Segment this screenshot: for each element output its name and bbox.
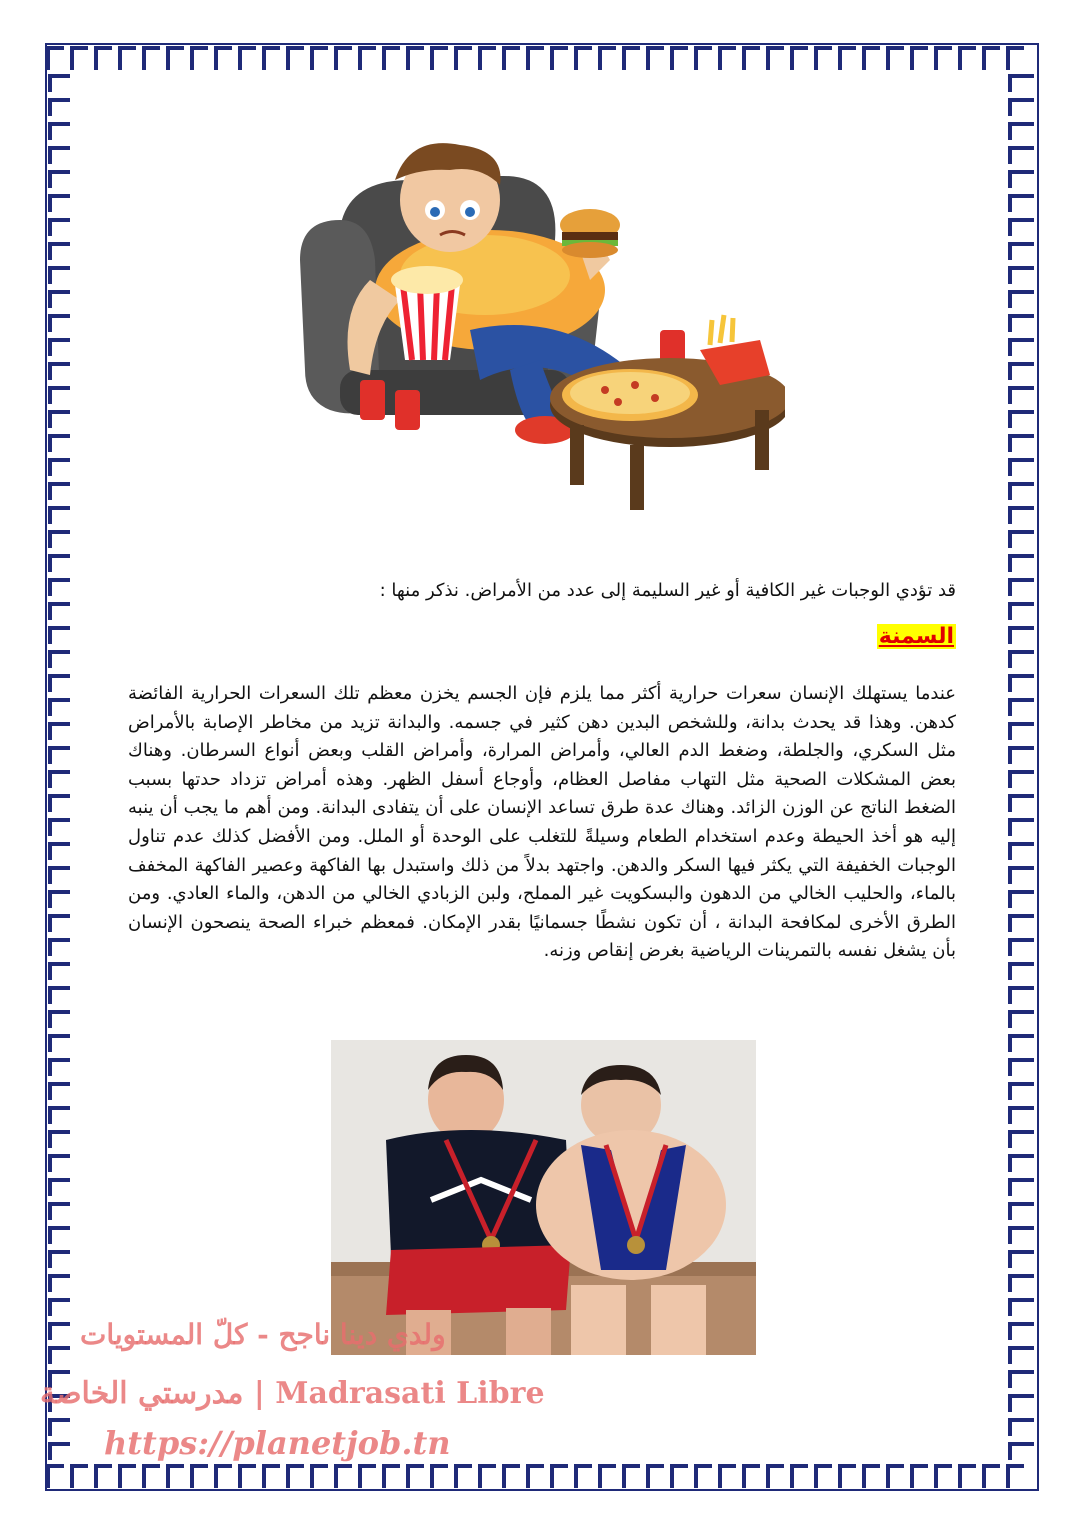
border-segment [432,1466,448,1488]
border-segment [1010,868,1034,884]
border-segment [1010,1180,1034,1196]
border-segment [50,820,70,836]
border-segment [1010,1348,1034,1364]
border-segment [1010,628,1034,644]
border-segment [576,48,592,70]
border-segment [96,1466,112,1488]
border-segment [50,916,70,932]
border-segment [1010,1036,1034,1052]
border-segment [912,48,928,70]
border-segment [864,1466,880,1488]
border-segment [50,268,70,284]
border-segment [648,1466,664,1488]
border-segment [1010,196,1034,212]
border-segment [50,892,70,908]
border-segment [1010,340,1034,356]
border-segment [1010,916,1034,932]
border-segment [288,1466,304,1488]
border-segment [960,1466,976,1488]
body-paragraph: عندما يستهلك الإنسان سعرات حرارية أكثر مما يلزم فإن الجسم يخزن معظم تلك السعرات الحرارية الفائضة كدهن. وهذا قد يحدث بدانة، وللشخص البدين دهن كثير في جسمه. والبدانة تزيد من مخاطر الإصابة بالأمراض مثل السكري، والجلطة، وضغط الدم العالي، وأمراض المرارة، وأمراض القلب وبعض أنواع السرطان. وهناك بعض المشكلات الصحية مثل التهاب مفاصل العظام، وأوجاع أسفل الظهر. وهذه أمراض تزداد حدتها بسبب الضغط الناتج عن الوزن الزائد. وهناك عدة طرق تساعد الإنسان على أن يتفادى البدانة. ومن أهم ما يجب أن ينبه إليه هو أخذ الحيطة وعدم استخدام الطعام وسيلةً للتغلب على الوحدة أو الملل. ومن الأفضل كذلك عدم تناول الوجبات الخفيفة التي يكثر فيها السكر والدهن. واجتهد بدلاً من ذلك واستبدل بها الفاكهة وعصير الفاكهة المخفف بالماء، والحليب الخالي من الدهون والبسكويت غير المملح، ولبن الزبادي الخالي من الدهن، والماء العادي. ومن الطرق الأخرى لمكافحة البدانة ، أن تكون نشطًا جسمانيًا بقدر الإمكان. فمعظم خبراء الصحة ينصحون الإنسان بأن يشغل نفسه بالتمرينات الرياضية بغرض إنقاص وزنه. [128,683,956,962]
border-segment [336,48,352,70]
border-segment [50,1252,70,1268]
border-segment [50,100,70,116]
border-segment [1010,844,1034,860]
border-segment [600,48,616,70]
border-segment [552,1466,568,1488]
border-segment [768,1466,784,1488]
border-segment [50,1084,70,1100]
border-segment [1010,724,1034,740]
border-segment [1010,484,1034,500]
border-segment [1010,292,1034,308]
border-segment [1010,124,1034,140]
section-title: السمنة [878,624,954,649]
border-segment [50,676,70,692]
border-segment [50,244,70,260]
border-segment [720,48,736,70]
border-segment [360,1466,376,1488]
border-segment [312,48,328,70]
border-segment [120,1466,136,1488]
border-segment [50,1060,70,1076]
border-segment [1010,772,1034,788]
border-segment [1010,316,1034,332]
border-segment [288,48,304,70]
border-segment [960,48,976,70]
border-segment [1010,436,1034,452]
border-segment [50,1156,70,1172]
children-photo [331,1040,756,1355]
border-segment [1010,748,1034,764]
border-segment [1010,1444,1034,1460]
border-segment [744,1466,760,1488]
border-segment [50,1444,70,1460]
border-segment [72,48,88,70]
border-segment [696,1466,712,1488]
border-segment [1010,532,1034,548]
cartoon-illustration [300,140,785,520]
border-segment [744,48,760,70]
border-segment [50,1204,70,1220]
border-segment [1010,676,1034,692]
border-segment [50,1324,70,1340]
border-segment [408,48,424,70]
border-segment [720,1466,736,1488]
border-segment [50,460,70,476]
border-segment [50,748,70,764]
border-segment [384,1466,400,1488]
border-segment [50,220,70,236]
border-segment [1010,244,1034,260]
border-segment [1010,268,1034,284]
border-segment [1010,1156,1034,1172]
border-segment [96,48,112,70]
border-segment [792,48,808,70]
border-segment [1010,580,1034,596]
border-segment [50,172,70,188]
border-segment [50,364,70,380]
border-segment [1008,1466,1024,1488]
border-segment [50,388,70,404]
border-segment [50,508,70,524]
border-segment [168,48,184,70]
border-segment [50,436,70,452]
border-segment [264,48,280,70]
border-segment [312,1466,328,1488]
border-segment [768,48,784,70]
border-segment [1010,148,1034,164]
border-segment [1010,1252,1034,1268]
border-segment [1010,388,1034,404]
watermark-line-1: ولدي دينا ناجح - كلّ المستويات [80,1318,446,1351]
border-segment [888,1466,904,1488]
border-segment [624,48,640,70]
border-segment [50,700,70,716]
border-segment [1010,76,1034,92]
border-segment [50,628,70,644]
border-segment [816,48,832,70]
border-segment [1010,460,1034,476]
border-segment [50,76,70,92]
border-segment [1010,1132,1034,1148]
border-segment [50,652,70,668]
border-segment [50,1108,70,1124]
border-segment [50,580,70,596]
border-segment [672,1466,688,1488]
border-segment [50,940,70,956]
border-segment [336,1466,352,1488]
border-segment [528,1466,544,1488]
border-segment [50,844,70,860]
border-segment [1010,1012,1034,1028]
border-segment [1010,820,1034,836]
border-segment [1010,1108,1034,1124]
border-segment [504,48,520,70]
border-segment [1010,100,1034,116]
border-segment [1010,1324,1034,1340]
border-segment [912,1466,928,1488]
border-segment [504,1466,520,1488]
border-segment [240,48,256,70]
border-segment [50,772,70,788]
border-segment [50,868,70,884]
border-segment [456,48,472,70]
border-segment [696,48,712,70]
border-segment [1010,556,1034,572]
border-segment [1010,1396,1034,1412]
border-segment [1010,604,1034,620]
watermark-url: https://planetjob.tn [104,1424,451,1462]
border-segment [48,1466,64,1488]
border-segment [48,48,64,70]
border-segment [240,1466,256,1488]
border-segment [144,1466,160,1488]
border-segment [1010,1084,1034,1100]
border-segment [936,48,952,70]
border-segment [144,48,160,70]
border-segment [1010,940,1034,956]
border-segment [408,1466,424,1488]
border-segment [216,48,232,70]
border-segment [816,1466,832,1488]
border-segment [50,1420,70,1436]
border-segment [1010,1300,1034,1316]
border-segment [120,48,136,70]
border-segment [50,1276,70,1292]
border-segment [552,48,568,70]
border-segment [50,196,70,212]
border-segment [528,48,544,70]
border-segment [456,1466,472,1488]
border-segment [936,1466,952,1488]
border-segment [50,796,70,812]
border-segment [72,1466,88,1488]
border-segment [1010,700,1034,716]
border-segment [50,484,70,500]
border-segment [50,1228,70,1244]
border-segment [50,1180,70,1196]
border-segment [50,292,70,308]
border-segment [1010,172,1034,188]
border-segment [432,48,448,70]
border-segment [50,1132,70,1148]
border-segment [50,604,70,620]
border-segment [984,1466,1000,1488]
border-segment [384,48,400,70]
border-segment [50,556,70,572]
border-segment [1010,964,1034,980]
border-segment [50,316,70,332]
border-segment [624,1466,640,1488]
border-segment [480,48,496,70]
border-segment [840,1466,856,1488]
border-segment [50,1036,70,1052]
border-segment [1010,1372,1034,1388]
border-segment [792,1466,808,1488]
border-segment [1010,796,1034,812]
border-segment [984,48,1000,70]
border-segment [50,1300,70,1316]
border-segment [1010,1204,1034,1220]
border-segment [50,148,70,164]
border-segment [1010,1228,1034,1244]
border-segment [1010,412,1034,428]
border-segment [50,124,70,140]
border-segment [1008,48,1024,70]
border-segment [600,1466,616,1488]
border-segment [1010,1420,1034,1436]
border-segment [1010,364,1034,380]
border-segment [1010,508,1034,524]
border-segment [50,988,70,1004]
border-segment [50,412,70,428]
border-segment [1010,1276,1034,1292]
border-segment [576,1466,592,1488]
border-segment [480,1466,496,1488]
watermark-line-2: مدرستي الخاصة | Madrasati Libre [40,1376,545,1411]
border-segment [864,48,880,70]
border-segment [648,48,664,70]
border-segment [1010,220,1034,236]
border-segment [192,1466,208,1488]
border-segment [264,1466,280,1488]
border-segment [1010,652,1034,668]
border-segment [888,48,904,70]
border-segment [50,532,70,548]
border-segment [672,48,688,70]
border-segment [168,1466,184,1488]
border-segment [840,48,856,70]
border-segment [1010,1060,1034,1076]
border-segment [50,1348,70,1364]
border-segment [216,1466,232,1488]
border-segment [1010,892,1034,908]
intro-sentence: قد تؤدي الوجبات غير الكافية أو غير السليمة إلى عدد من الأمراض. نذكر منها : [379,580,956,601]
border-segment [50,1012,70,1028]
border-segment [50,964,70,980]
border-segment [50,340,70,356]
border-segment [192,48,208,70]
border-segment [50,724,70,740]
border-segment [360,48,376,70]
border-segment [1010,988,1034,1004]
